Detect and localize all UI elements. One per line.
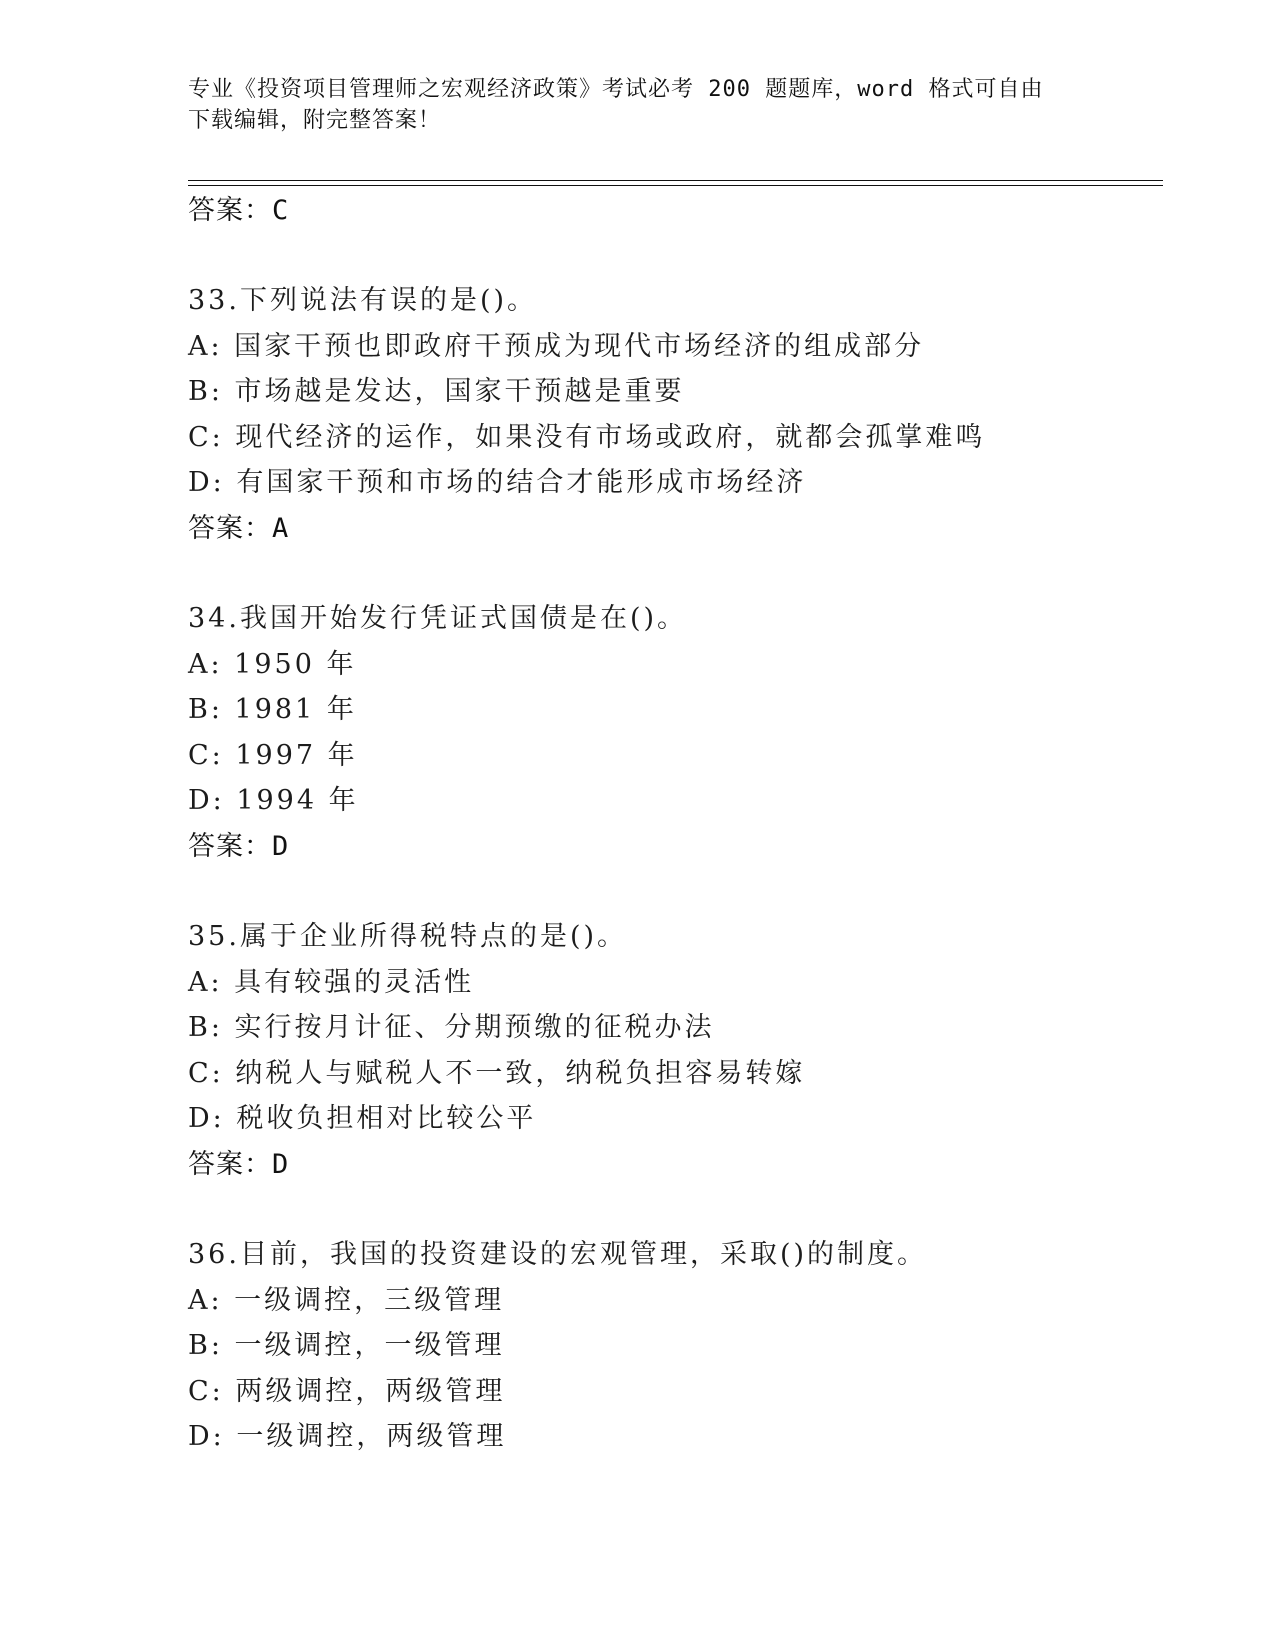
header-rule-bottom xyxy=(188,185,1163,186)
document-header xyxy=(188,74,1088,136)
question-35 xyxy=(188,914,1168,1188)
header-line-2: 下载编辑，附完整答案！ xyxy=(188,108,442,133)
header-rule-top xyxy=(188,180,1163,181)
question-list xyxy=(188,188,1168,1460)
question-stem: 35.属于企业所得税特点的是()。 xyxy=(188,920,628,952)
question-stem: 36.目前，我国的投资建设的宏观管理，采取()的制度。 xyxy=(188,1238,928,1270)
option-a: A: 1950 年 xyxy=(188,648,357,680)
question-36 xyxy=(188,1232,1168,1460)
question-answer: 答案：A xyxy=(188,512,290,544)
option-b: B: 实行按月计征、分期预缴的征税办法 xyxy=(188,1012,715,1044)
option-b: B: 一级调控，一级管理 xyxy=(188,1330,505,1362)
question-answer: 答案：D xyxy=(188,1148,290,1180)
question-stem: 33.下列说法有误的是()。 xyxy=(188,285,538,316)
option-c: C: 纳税人与赋税人不一致，纳税负担容易转嫁 xyxy=(188,1057,806,1089)
option-d: D: 1994 年 xyxy=(188,785,359,817)
option-b: B: 市场越是发达，国家干预越是重要 xyxy=(188,376,685,408)
option-d: D: 一级调控，两级管理 xyxy=(188,1421,507,1453)
option-c: C: 两级调控，两级管理 xyxy=(188,1375,506,1407)
option-a: A: 国家干预也即政府干预成为现代市场经济的组成部分 xyxy=(188,330,925,362)
option-d: D: 税收负担相对比较公平 xyxy=(188,1103,537,1135)
question-answer: 答案：D xyxy=(188,830,290,862)
header-line-1: 专业《投资项目管理师之宏观经济政策》考试必考 200 题题库，word 格式可自由 xyxy=(188,77,1044,102)
question-stem: 34.我国开始发行凭证式国债是在()。 xyxy=(188,602,688,634)
previous-answer: 答案：C xyxy=(188,195,290,226)
option-c: C: 现代经济的运作，如果没有市场或政府，就都会孤掌难鸣 xyxy=(188,421,986,453)
option-b: B: 1981 年 xyxy=(188,694,357,726)
question-34 xyxy=(188,596,1168,870)
option-d: D: 有国家干预和市场的结合才能形成市场经济 xyxy=(188,467,807,499)
option-a: A: 一级调控，三级管理 xyxy=(188,1284,505,1316)
question-33 xyxy=(188,278,1168,552)
option-c: C: 1997 年 xyxy=(188,739,358,771)
option-a: A: 具有较强的灵活性 xyxy=(188,966,475,998)
